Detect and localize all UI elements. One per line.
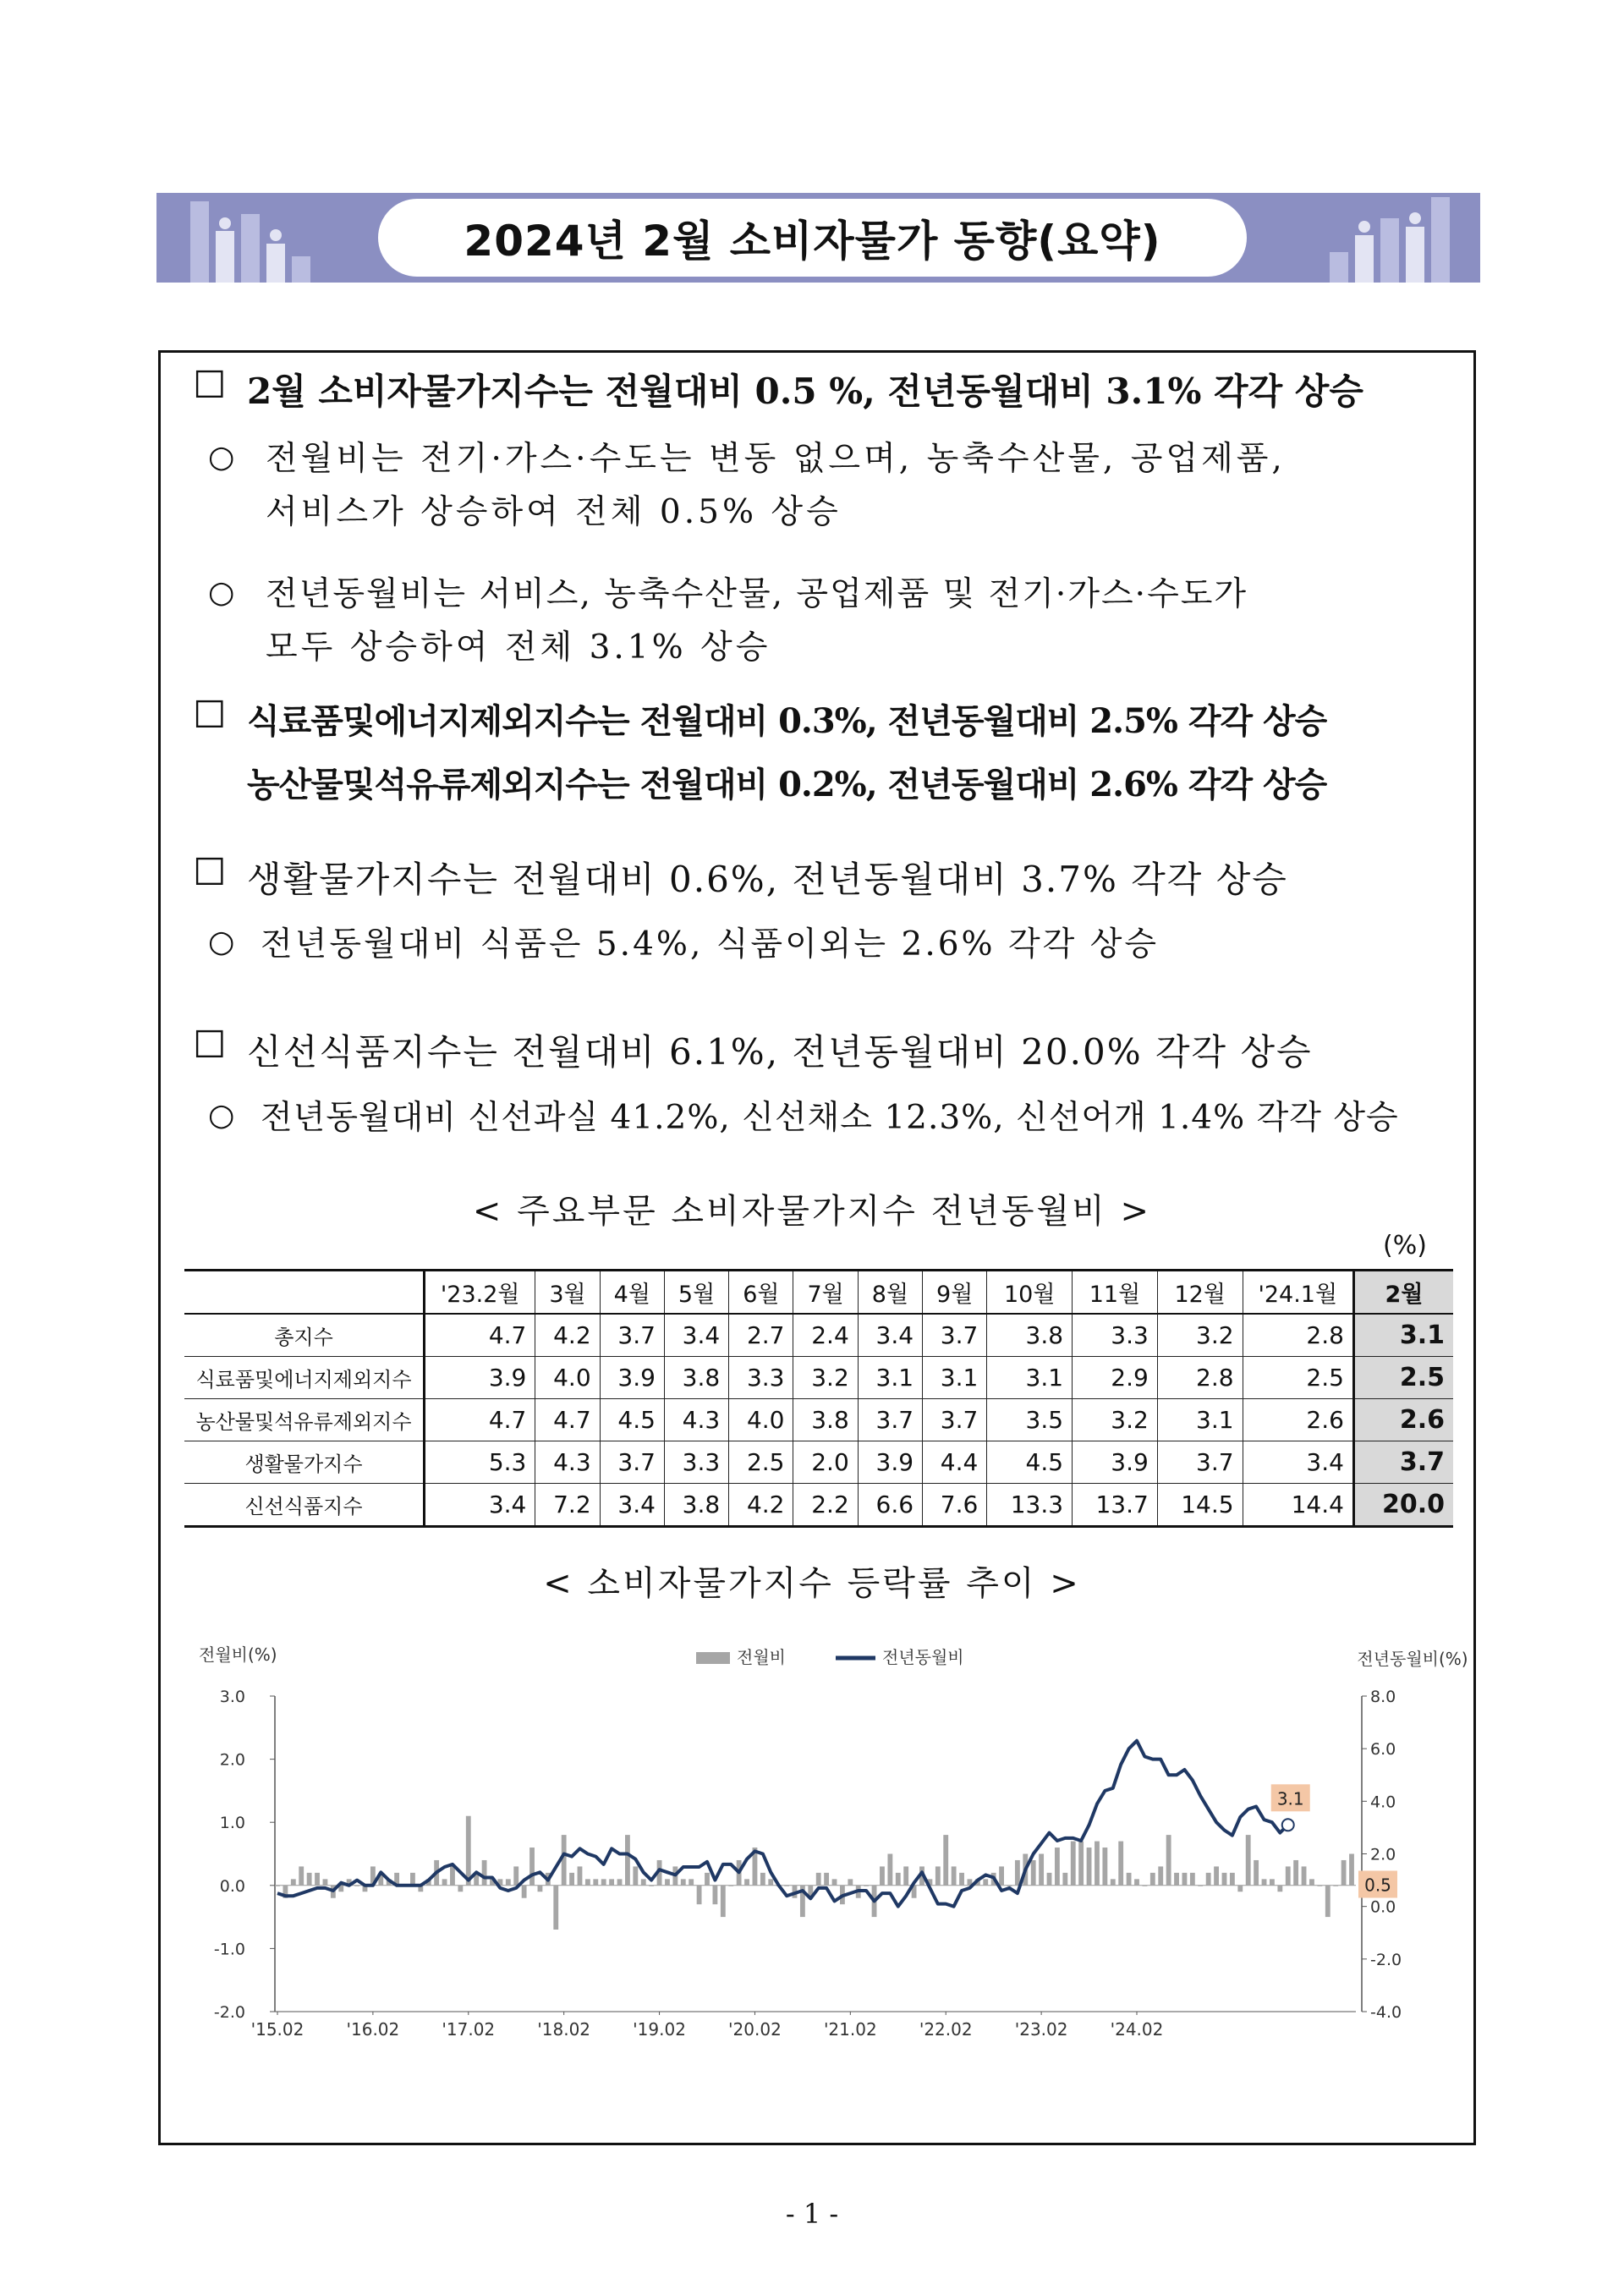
right-tick-label: 8.0 bbox=[1370, 1688, 1396, 1706]
monthly-change-bar bbox=[959, 1873, 964, 1886]
monthly-change-bar bbox=[593, 1879, 598, 1885]
section-1-bullet-2-line-2: 모두 상승하여 전체 3.1% 상승 bbox=[266, 629, 771, 667]
table-column-header: 11월 bbox=[1073, 1271, 1158, 1315]
monthly-change-bar bbox=[625, 1835, 630, 1886]
x-tick-label: '21.02 bbox=[823, 2019, 877, 2040]
table-cell: 3.3 bbox=[664, 1441, 728, 1484]
monthly-change-bar bbox=[760, 1873, 765, 1886]
x-tick-label: '19.02 bbox=[633, 2019, 686, 2040]
table-cell: 4.0 bbox=[729, 1399, 793, 1441]
monthly-change-bar bbox=[569, 1873, 574, 1886]
monthly-change-bar bbox=[1206, 1873, 1211, 1886]
table-cell: 6.6 bbox=[858, 1484, 922, 1527]
section-4-bullet-1: 전년동월대비 신선과실 41.2%, 신선채소 12.3%, 신선어개 1.4% 각각 상승 bbox=[261, 1099, 1399, 1137]
table-cell: 3.7 bbox=[600, 1441, 664, 1484]
monthly-change-bar bbox=[1222, 1873, 1227, 1886]
monthly-change-bar bbox=[1246, 1835, 1251, 1886]
table-cell: 3.4 bbox=[600, 1484, 664, 1527]
table-column-header: 3월 bbox=[535, 1271, 600, 1315]
right-tick-label: 4.0 bbox=[1370, 1793, 1396, 1812]
monthly-change-bar bbox=[1237, 1886, 1243, 1891]
monthly-change-bar bbox=[450, 1866, 455, 1885]
table-cell: 3.7 bbox=[1353, 1441, 1453, 1484]
monthly-change-bar bbox=[1031, 1860, 1036, 1886]
table-cell: 2.0 bbox=[793, 1441, 858, 1484]
table-cell: 4.5 bbox=[600, 1399, 664, 1441]
monthly-change-bar bbox=[315, 1873, 320, 1886]
table-column-header: 4월 bbox=[600, 1271, 664, 1315]
monthly-change-bar bbox=[1341, 1860, 1347, 1886]
table-cell: 4.3 bbox=[535, 1441, 600, 1484]
checkbox-square-icon: ☐ bbox=[193, 851, 227, 894]
monthly-change-bar bbox=[506, 1879, 511, 1885]
monthly-change-bar bbox=[816, 1873, 821, 1886]
table-row-label: 식료품및에너지제외지수 bbox=[184, 1357, 425, 1399]
table-cell: 4.7 bbox=[425, 1399, 535, 1441]
monthly-change-bar bbox=[410, 1873, 415, 1886]
monthly-change-bar bbox=[1166, 1835, 1171, 1886]
monthly-change-bar bbox=[1087, 1848, 1092, 1886]
last-point-marker bbox=[1282, 1819, 1294, 1831]
checkbox-square-icon: ☐ bbox=[193, 694, 227, 737]
table-caption: < 주요부문 소비자물가지수 전년동월비 > bbox=[472, 1192, 1152, 1231]
section-3-bullet-1: 전년동월대비 식품은 5.4%, 식품이외는 2.6% 각각 상승 bbox=[261, 925, 1160, 964]
table-cell: 20.0 bbox=[1353, 1484, 1453, 1527]
table-cell: 4.4 bbox=[923, 1441, 987, 1484]
monthly-change-bar bbox=[458, 1886, 463, 1891]
x-tick-label: '20.02 bbox=[728, 2019, 782, 2040]
monthly-change-bar bbox=[1293, 1860, 1298, 1886]
mom-callout-label: 0.5 bbox=[1364, 1875, 1391, 1896]
table-cell: 3.1 bbox=[1353, 1314, 1453, 1357]
table-cell: 3.8 bbox=[793, 1399, 858, 1441]
table-row-label: 신선식품지수 bbox=[184, 1484, 425, 1527]
table-cell: 3.8 bbox=[664, 1484, 728, 1527]
table-row bbox=[184, 1399, 1453, 1441]
legend-bar-swatch bbox=[696, 1652, 730, 1664]
left-bar-decoration-icon bbox=[182, 193, 326, 283]
monthly-change-bar bbox=[832, 1879, 837, 1885]
monthly-change-bar bbox=[1277, 1886, 1282, 1891]
monthly-change-bar bbox=[1325, 1886, 1330, 1917]
monthly-change-bar bbox=[983, 1879, 988, 1885]
monthly-change-bar bbox=[513, 1866, 518, 1885]
monthly-change-bar bbox=[1095, 1842, 1100, 1886]
monthly-change-bar bbox=[1230, 1873, 1235, 1886]
table-cell: 3.9 bbox=[1073, 1441, 1158, 1484]
table-cell: 2.2 bbox=[793, 1484, 858, 1527]
table-cell: 13.7 bbox=[1073, 1484, 1158, 1527]
monthly-change-bar bbox=[705, 1873, 710, 1886]
x-tick-label: '18.02 bbox=[537, 2019, 591, 2040]
left-tick-label: -1.0 bbox=[213, 1940, 245, 1959]
monthly-change-bar bbox=[442, 1879, 447, 1885]
monthly-change-bar bbox=[903, 1866, 908, 1885]
monthly-change-bar bbox=[1286, 1866, 1291, 1885]
monthly-change-bar bbox=[1071, 1842, 1076, 1886]
table-cell: 3.1 bbox=[858, 1357, 922, 1399]
table-cell: 3.1 bbox=[1157, 1399, 1243, 1441]
monthly-change-bar bbox=[601, 1879, 606, 1885]
table-row bbox=[184, 1441, 1453, 1484]
table-cell: 3.7 bbox=[1157, 1441, 1243, 1484]
table-row bbox=[184, 1484, 1453, 1527]
monthly-change-bar bbox=[1302, 1866, 1307, 1885]
table-cell: 3.4 bbox=[858, 1314, 922, 1357]
table-cell: 2.5 bbox=[1243, 1357, 1353, 1399]
right-tick-label: 0.0 bbox=[1370, 1897, 1396, 1917]
table-cell: 2.4 bbox=[793, 1314, 858, 1357]
title-banner bbox=[156, 193, 1480, 283]
x-tick-label: '15.02 bbox=[250, 2019, 304, 2040]
monthly-change-bar bbox=[609, 1879, 614, 1885]
table-corner-cell bbox=[184, 1271, 425, 1315]
monthly-change-bar bbox=[482, 1860, 487, 1886]
monthly-change-bar bbox=[681, 1879, 686, 1885]
x-tick-label: '17.02 bbox=[442, 2019, 496, 2040]
table-cell: 2.6 bbox=[1353, 1399, 1453, 1441]
table-column-header: '23.2월 bbox=[425, 1271, 535, 1315]
left-tick-label: 0.0 bbox=[219, 1876, 245, 1896]
table-column-header: 7월 bbox=[793, 1271, 858, 1315]
table-cell: 13.3 bbox=[987, 1484, 1073, 1527]
right-bar-decoration-icon bbox=[1321, 193, 1465, 283]
monthly-change-bar bbox=[744, 1879, 749, 1885]
monthly-change-bar bbox=[1047, 1873, 1052, 1886]
table-column-header: 8월 bbox=[858, 1271, 922, 1315]
monthly-change-bar bbox=[952, 1866, 957, 1885]
table-row bbox=[184, 1314, 1453, 1357]
x-tick-label: '24.02 bbox=[1110, 2019, 1164, 2040]
section-2-heading: 식료품및에너지제외지수는 전월대비 0.3%, 전년동월대비 2.5% 각각 상승 bbox=[247, 701, 1327, 741]
table-cell: 3.7 bbox=[923, 1314, 987, 1357]
monthly-change-bar bbox=[578, 1866, 583, 1885]
monthly-change-bar bbox=[712, 1886, 717, 1904]
bullet-circle-icon: ○ bbox=[208, 925, 235, 959]
table-cell: 3.4 bbox=[1243, 1441, 1353, 1484]
monthly-change-bar bbox=[848, 1879, 853, 1885]
section-3-heading: 생활물가지수는 전월대비 0.6%, 전년동월대비 3.7% 각각 상승 bbox=[247, 859, 1288, 900]
monthly-change-bar bbox=[299, 1866, 304, 1885]
table-cell: 3.1 bbox=[987, 1357, 1073, 1399]
left-tick-label: 2.0 bbox=[219, 1750, 245, 1770]
yoy-callout-label: 3.1 bbox=[1276, 1788, 1304, 1809]
table-cell: 3.7 bbox=[600, 1314, 664, 1357]
monthly-change-bar bbox=[1262, 1879, 1267, 1885]
monthly-change-bar bbox=[1015, 1860, 1020, 1886]
chart-caption: < 소비자물가지수 등락률 추이 > bbox=[543, 1564, 1081, 1603]
table-cell: 2.9 bbox=[1073, 1357, 1158, 1399]
section-1-heading: 2월 소비자물가지수는 전월대비 0.5 %, 전년동월대비 3.1% 각각 상승 bbox=[247, 371, 1363, 412]
table-cell: 3.5 bbox=[987, 1399, 1073, 1441]
table-cell: 3.8 bbox=[987, 1314, 1073, 1357]
monthly-change-bar bbox=[1102, 1848, 1107, 1886]
monthly-change-bar bbox=[553, 1886, 558, 1930]
monthly-change-bar bbox=[887, 1854, 892, 1886]
section-2-heading-2: 농산물및석유류제외지수는 전월대비 0.2%, 전년동월대비 2.6% 각각 상승 bbox=[247, 765, 1327, 804]
table-cell: 4.2 bbox=[535, 1314, 600, 1357]
cpi-trend-chart bbox=[165, 1637, 1468, 2040]
section-1-bullet-2-line-1: 전년동월비는 서비스, 농축수산물, 공업제품 및 전기·가스·수도가 bbox=[266, 575, 1248, 613]
table-column-header: 9월 bbox=[923, 1271, 987, 1315]
table-cell: 3.2 bbox=[1157, 1314, 1243, 1357]
monthly-change-bar bbox=[1309, 1879, 1314, 1885]
monthly-change-bar bbox=[633, 1866, 638, 1885]
monthly-change-bar bbox=[529, 1848, 535, 1886]
monthly-change-bar bbox=[1111, 1879, 1116, 1885]
monthly-change-bar bbox=[1118, 1842, 1123, 1886]
table-cell: 3.9 bbox=[600, 1357, 664, 1399]
monthly-change-bar bbox=[1158, 1866, 1163, 1885]
table-cell: 2.5 bbox=[729, 1441, 793, 1484]
table-cell: 3.3 bbox=[1073, 1314, 1158, 1357]
left-tick-label: 3.0 bbox=[219, 1688, 245, 1706]
section-1-bullet-1-line-1: 전월비는 전기·가스·수도는 변동 없으며, 농축수산물, 공업제품, bbox=[266, 440, 1286, 478]
table-cell: 3.4 bbox=[664, 1314, 728, 1357]
table-cell: 2.5 bbox=[1353, 1357, 1453, 1399]
table-column-header: 6월 bbox=[729, 1271, 793, 1315]
monthly-change-bar bbox=[1134, 1879, 1139, 1885]
table-cell: 3.2 bbox=[1073, 1399, 1158, 1441]
monthly-change-bar bbox=[1078, 1842, 1084, 1886]
section-1-bullet-1-line-2: 서비스가 상승하여 전체 0.5% 상승 bbox=[266, 493, 842, 531]
bullet-circle-icon: ○ bbox=[208, 440, 235, 475]
page-number: - 1 - bbox=[785, 2198, 839, 2230]
table-cell: 4.3 bbox=[664, 1399, 728, 1441]
table-cell: 3.7 bbox=[923, 1399, 987, 1441]
right-tick-label: 6.0 bbox=[1370, 1740, 1396, 1760]
table-cell: 2.8 bbox=[1243, 1314, 1353, 1357]
table-cell: 3.2 bbox=[793, 1357, 858, 1399]
table-cell: 4.2 bbox=[729, 1484, 793, 1527]
table-cell: 7.2 bbox=[535, 1484, 600, 1527]
right-tick-label: -4.0 bbox=[1370, 2003, 1402, 2022]
bullet-circle-icon: ○ bbox=[208, 1098, 235, 1133]
page-title: 2024년 2월 소비자물가 동향(요약) bbox=[378, 199, 1247, 277]
monthly-change-bar bbox=[935, 1866, 941, 1885]
table-cell: 3.3 bbox=[729, 1357, 793, 1399]
monthly-change-bar bbox=[1062, 1873, 1067, 1886]
monthly-change-bar bbox=[1182, 1873, 1188, 1886]
monthly-change-bar bbox=[1214, 1866, 1219, 1885]
monthly-change-bar bbox=[768, 1879, 773, 1885]
section-4-heading: 신선식품지수는 전월대비 6.1%, 전년동월대비 20.0% 각각 상승 bbox=[247, 1031, 1313, 1073]
checkbox-square-icon: ☐ bbox=[193, 364, 227, 407]
table-cell: 2.8 bbox=[1157, 1357, 1243, 1399]
table-cell: 14.4 bbox=[1243, 1484, 1353, 1527]
monthly-change-bar bbox=[323, 1879, 328, 1885]
table-row-label: 농산물및석유류제외지수 bbox=[184, 1399, 425, 1441]
cpi-yoy-table bbox=[184, 1269, 1453, 1528]
monthly-change-bar bbox=[1055, 1848, 1060, 1886]
monthly-change-bar bbox=[1349, 1854, 1354, 1886]
table-row-label: 생활물가지수 bbox=[184, 1441, 425, 1484]
legend-line-label: 전년동월비 bbox=[882, 1647, 964, 1667]
left-tick-label: -2.0 bbox=[213, 2003, 245, 2022]
monthly-change-bar bbox=[721, 1886, 726, 1917]
monthly-change-bar bbox=[880, 1866, 885, 1885]
table-column-header: 12월 bbox=[1157, 1271, 1243, 1315]
bullet-circle-icon: ○ bbox=[208, 575, 235, 610]
monthly-change-bar bbox=[689, 1879, 694, 1885]
left-tick-label: 1.0 bbox=[219, 1814, 245, 1833]
table-column-header: 10월 bbox=[987, 1271, 1073, 1315]
monthly-change-bar bbox=[665, 1879, 670, 1885]
table-cell: 2.7 bbox=[729, 1314, 793, 1357]
monthly-change-bar bbox=[1190, 1873, 1195, 1886]
table-column-header: '24.1월 bbox=[1243, 1271, 1353, 1315]
x-tick-label: '16.02 bbox=[346, 2019, 400, 2040]
x-tick-label: '22.02 bbox=[919, 2019, 973, 2040]
table-cell: 4.7 bbox=[535, 1399, 600, 1441]
monthly-change-bar bbox=[466, 1816, 471, 1886]
monthly-change-bar bbox=[824, 1873, 829, 1886]
monthly-change-bar bbox=[562, 1835, 567, 1886]
table-cell: 3.9 bbox=[425, 1357, 535, 1399]
monthly-change-bar bbox=[617, 1879, 623, 1885]
table-cell: 4.5 bbox=[987, 1441, 1073, 1484]
monthly-change-bar bbox=[896, 1873, 901, 1886]
monthly-change-bar bbox=[522, 1886, 527, 1898]
monthly-change-bar bbox=[307, 1873, 312, 1886]
table-cell: 5.3 bbox=[425, 1441, 535, 1484]
x-tick-label: '23.02 bbox=[1014, 2019, 1068, 2040]
table-row bbox=[184, 1357, 1453, 1399]
monthly-change-bar bbox=[1270, 1879, 1275, 1885]
monthly-change-bar bbox=[1150, 1873, 1155, 1886]
table-column-header: 2월 bbox=[1353, 1271, 1453, 1315]
monthly-change-bar bbox=[999, 1866, 1004, 1885]
table-unit: (%) bbox=[1383, 1231, 1427, 1260]
table-cell: 3.4 bbox=[425, 1484, 535, 1527]
table-cell: 4.0 bbox=[535, 1357, 600, 1399]
table-column-header: 5월 bbox=[664, 1271, 728, 1315]
table-cell: 3.7 bbox=[858, 1399, 922, 1441]
monthly-change-bar bbox=[641, 1879, 646, 1885]
table-row-label: 총지수 bbox=[184, 1314, 425, 1357]
table-header-row bbox=[184, 1271, 1453, 1315]
right-tick-label: 2.0 bbox=[1370, 1845, 1396, 1864]
monthly-change-bar bbox=[1039, 1854, 1044, 1886]
table-cell: 3.9 bbox=[858, 1441, 922, 1484]
table-cell: 2.6 bbox=[1243, 1399, 1353, 1441]
left-axis-title: 전월비(%) bbox=[199, 1644, 277, 1665]
table-cell: 3.8 bbox=[664, 1357, 728, 1399]
checkbox-square-icon: ☐ bbox=[193, 1024, 227, 1067]
monthly-change-bar bbox=[538, 1886, 543, 1891]
legend-bar-label: 전월비 bbox=[737, 1647, 786, 1667]
monthly-change-bar bbox=[1127, 1873, 1132, 1886]
monthly-change-bar bbox=[943, 1835, 948, 1886]
monthly-change-bar bbox=[1174, 1873, 1179, 1886]
table-cell: 3.1 bbox=[923, 1357, 987, 1399]
monthly-change-bar bbox=[1254, 1860, 1259, 1886]
monthly-change-bar bbox=[291, 1879, 296, 1885]
monthly-change-bar bbox=[585, 1879, 590, 1885]
table-cell: 14.5 bbox=[1157, 1484, 1243, 1527]
right-tick-label: -2.0 bbox=[1370, 1950, 1402, 1969]
right-axis-title: 전년동월비(%) bbox=[1357, 1649, 1468, 1669]
table-cell: 4.7 bbox=[425, 1314, 535, 1357]
table-cell: 7.6 bbox=[923, 1484, 987, 1527]
monthly-change-bar bbox=[697, 1886, 702, 1904]
